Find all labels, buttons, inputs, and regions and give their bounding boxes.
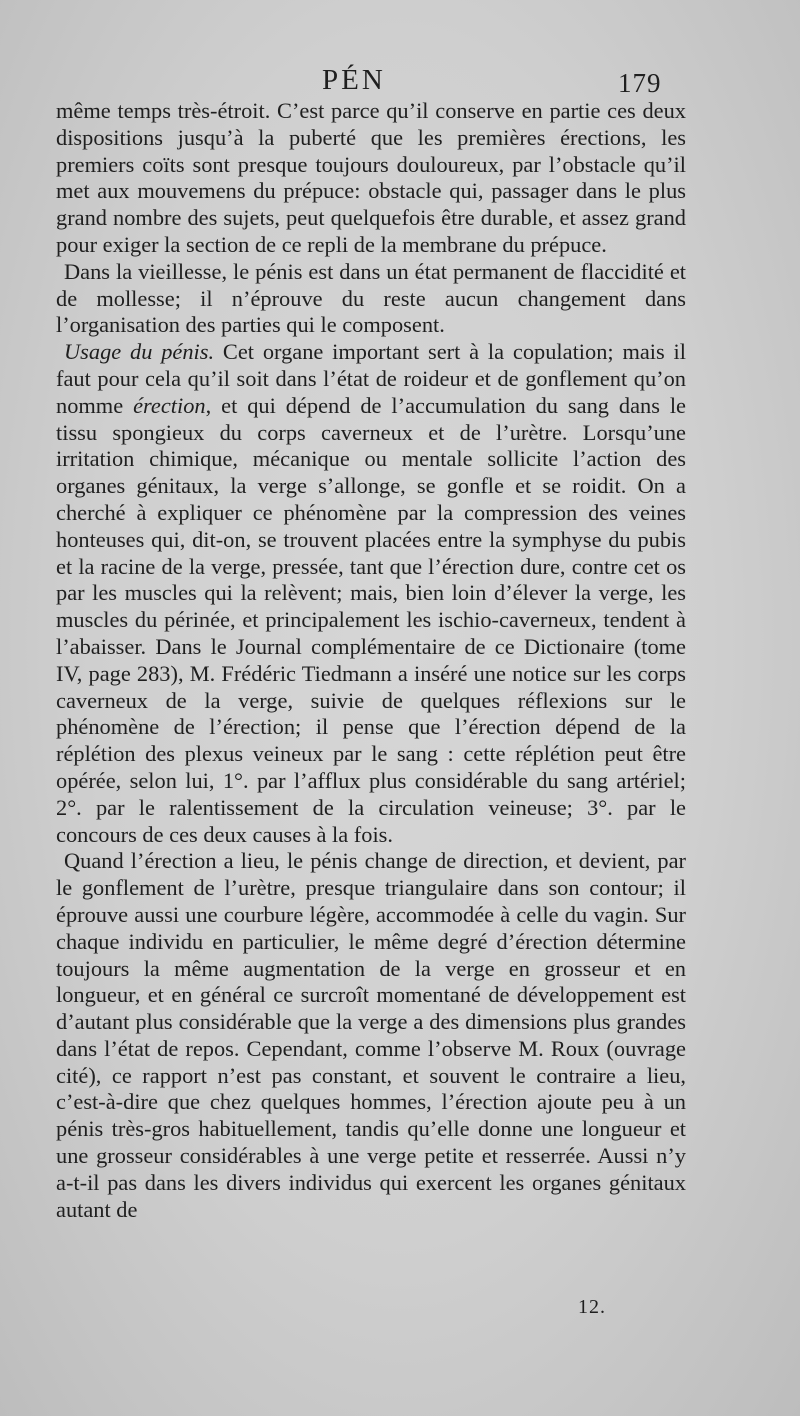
paragraph [56, 339, 686, 848]
paragraph [56, 259, 686, 339]
text-run: même temps très-étroit. C’est parce qu’il conserve en partie ces deux dispositions jusqu’à la puberté que les premières érections, les premiers coïts sont presque toujours douloureux, par l’obstacle qu’il met aux mouvemens du prépuce: obstacle qui, passager dans le plus grand nombre des sujets, peut quelquefois être durable, et assez grand pour exiger la section de ce repli de la membrane du prépuce. [56, 98, 686, 257]
body-text [56, 98, 686, 1223]
text-run: Dans la vieillesse, le pénis est dans un état permanent de flaccidité et de mollesse; il n’éprouve du reste aucun changement dans l’organisation des parties qui le composent. [56, 258, 686, 338]
page-number: 179 [618, 68, 662, 98]
paragraph [56, 98, 686, 259]
signature-mark: 12. [578, 1296, 606, 1318]
text-run: , et qui dépend de l’accumulation du sang dans le tissu spongieux du corps caverneux et de l’urètre. Lorsqu’une irritation chimique, mécanique ou mentale sollicite l’action des organes génitaux, la verge s’allonge, se gonfle et se roidit. On a cherché à expliquer ce phénomène par la compression des veines honteuses qui, dit-on, se trouvent placées entre la symphyse du pubis et la racine de la verge, pressée, tant que l’érection dure, contre cet os par les muscles qui la relèvent; mais, bien loin d’élever la verge, les muscles du périnée, et principalement les ischio-caverneux, tendent à l’abaisser. Dans le Journal complémentaire de ce Dictionaire (tome IV, page 283), M. Frédéric Tiedmann a inséré une notice sur les corps caverneux de la verge, suivie de quelques réflexions sur le phénomène de l’érection; il pense que l’érection dépend de la réplétion des plexus veineux par le sang : cette réplétion peut être opérée, selon lui, 1°. par l’afflux plus considérable du sang artériel; 2°. par le ralentissement de la circulation veineuse; 3°. par le concours de ces deux causes à la fois. [56, 392, 686, 847]
italic-term: érection [133, 392, 206, 418]
running-head-title: PÉN [322, 64, 386, 96]
section-heading: Usage du pénis. [64, 339, 215, 365]
text-run: Cet organe important sert à la copulation; mais il faut pour cela qu’il soit dans l’état de roideur et de gonflement qu’on nomme [56, 339, 686, 418]
running-head [0, 60, 800, 100]
text-run: Quand l’érection a lieu, le pénis change de direction, et devient, par le gonflement de l’urètre, presque triangulaire dans son contour; il éprouve aussi une courbure légère, accommodée à celle du vagin. Sur chaque individu en particulier, le même degré d’érection détermine toujours la même augmentation de la verge en grosseur et en longueur, et en général ce surcroît momentané de développement est d’autant plus considérable que la verge a des dimensions plus grandes dans l’état de repos. Cependant, comme l’observe M. Roux (ouvrage cité), ce rapport n’est pas constant, et souvent le contraire a lieu, c’est-à-dire que chez quelques hommes, l’érection ajoute peu à un pénis très-gros habituellement, tandis qu’elle donne une longueur et une grosseur considérables à une verge petite et resserrée. Aussi n’y a-t-il pas dans les divers individus qui exercent les organes génitaux autant de [56, 848, 686, 1222]
paragraph [56, 848, 686, 1223]
